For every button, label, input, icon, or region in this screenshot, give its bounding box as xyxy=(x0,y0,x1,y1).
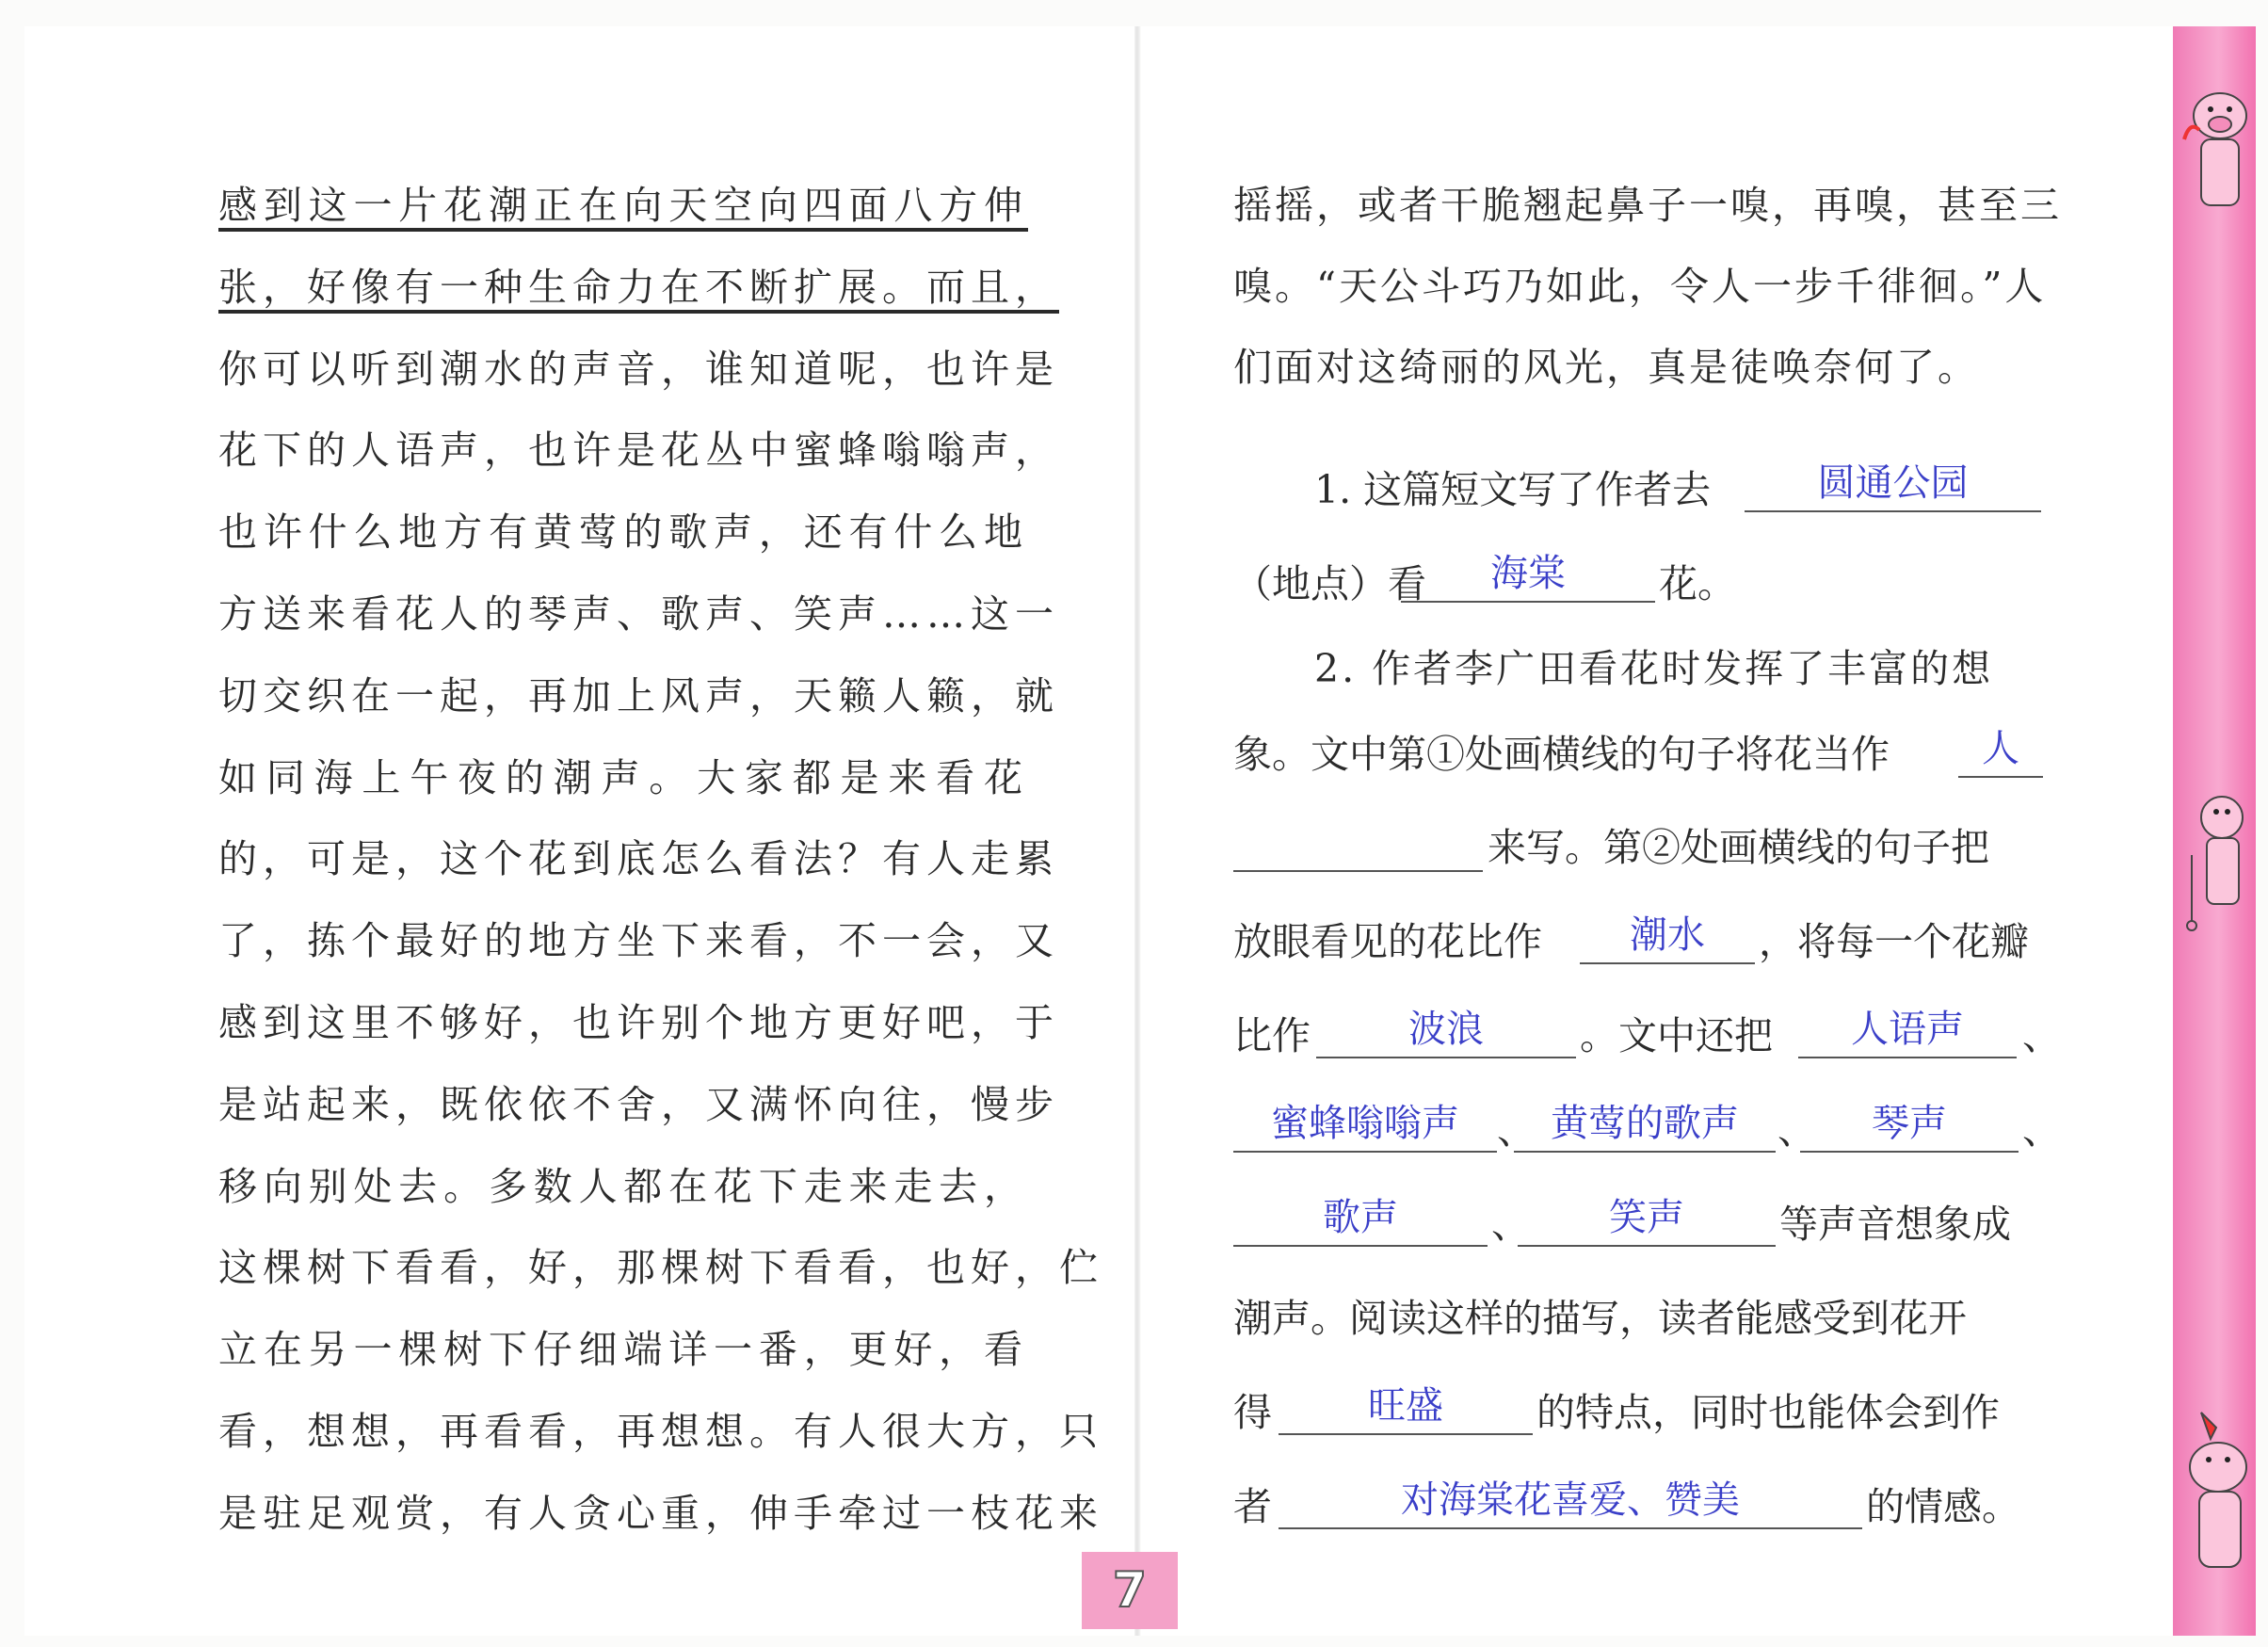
separator: 、 xyxy=(2022,1107,2061,1153)
passage-line: 移向别处去。多数人都在花下走来走去， xyxy=(218,1163,1028,1209)
answer-blank-renyu[interactable]: 人语声 xyxy=(1798,1008,2017,1058)
q2-line3-suffix: 来写。第②处画横线的句子把 xyxy=(1488,825,1989,870)
passage-line: 感到这一片花潮正在向天空向四面八方伸 xyxy=(218,183,1028,228)
separator: 、 xyxy=(2022,1013,2061,1058)
passage-line: 是站起来，既依依不舍，又满怀向往，慢步 xyxy=(218,1081,1059,1127)
passage-line: 看，想想，再看看，再想想。有人很大方，只 xyxy=(218,1409,1103,1454)
answer-blank-huangying[interactable]: 黄莺的歌声 xyxy=(1514,1102,1776,1153)
q2-line5-mid: 。文中还把 xyxy=(1580,1013,1773,1058)
q1-prefix: 1. 这篇短文写了作者去 xyxy=(1314,467,1712,512)
answer-blank-ren-cont[interactable] xyxy=(1233,821,1483,872)
answer-blank-flower[interactable]: 海棠 xyxy=(1401,552,1655,603)
right-text-line: 嗅。“天公斗巧乃如此，令人一步千徘徊。”人 xyxy=(1233,264,2047,309)
q2-line10-suffix: 的情感。 xyxy=(1866,1484,2020,1529)
q2-line2-prefix: 象。文中第①处画横线的句子将花当作 xyxy=(1233,732,1890,777)
right-text-line: 们面对这绮丽的风光，真是徒唤奈何了。 xyxy=(1233,345,1979,390)
separator: 、 xyxy=(1491,1202,1530,1247)
answer-blank-feeling[interactable]: 对海棠花喜爱、赞美 xyxy=(1279,1478,1862,1529)
passage-line: 如同海上午夜的潮声。大家都是来看花 xyxy=(218,754,1028,800)
passage-line: 你可以听到潮水的声音，谁知道呢，也许是 xyxy=(218,346,1059,392)
passage-line: 也许什么地方有黄莺的歌声，还有什么地 xyxy=(218,509,1028,556)
q2-line10-prefix: 者 xyxy=(1233,1484,1272,1529)
passage-line: 了，拣个最好的地方坐下来看，不一会，又 xyxy=(218,918,1059,964)
passage-line: 的，可是，这个花到底怎么看法？有人走累 xyxy=(218,836,1059,882)
passage-line: 方送来看花人的琴声、歌声、笑声……这一 xyxy=(218,591,1059,637)
answer-blank-wangsheng[interactable]: 旺盛 xyxy=(1279,1384,1533,1435)
q2-line5-prefix: 比作 xyxy=(1233,1013,1311,1058)
answer-blank-place[interactable]: 圆通公园 xyxy=(1745,461,2041,512)
answer-blank-mifeng[interactable]: 蜜蜂嗡嗡声 xyxy=(1233,1102,1497,1153)
cartoon-pig-icon xyxy=(2173,26,2256,1636)
answer-blank-chaoshui[interactable]: 潮水 xyxy=(1580,913,1755,964)
q1-line2-prefix: （地点）看 xyxy=(1233,561,1426,606)
q2-line1: 2. 作者李广田看花时发挥了丰富的想 xyxy=(1314,646,1994,691)
separator: 、 xyxy=(1497,1107,1536,1153)
page-number-badge xyxy=(1082,1552,1178,1629)
pink-sidebar xyxy=(2173,26,2256,1636)
passage-line: 这棵树下看看，好，那棵树下看看，也好，伫 xyxy=(218,1245,1103,1291)
passage-line: 感到这里不够好，也许别个地方更好吧，于 xyxy=(218,1000,1059,1045)
passage-line: 花下的人语声，也许是花丛中蜜蜂嗡嗡声， xyxy=(218,428,1059,474)
answer-blank-ren[interactable]: 人 xyxy=(1958,727,2043,778)
passage-line: 是驻足观赏，有人贪心重，伸手牵过一枝花来 xyxy=(218,1490,1103,1536)
page-number: 7 xyxy=(1112,1562,1148,1619)
passage-line: 切交织在一起，再加上风声，天籁人籁，就 xyxy=(218,672,1059,719)
passage-line: 立在另一棵树下仔细端详一番，更好，看 xyxy=(218,1327,1028,1373)
answer-blank-ge[interactable]: 歌声 xyxy=(1233,1196,1488,1247)
q2-line9-suffix: 的特点，同时也能体会到作 xyxy=(1536,1390,2000,1435)
q2-line4-suffix: ，将每一个花瓣 xyxy=(1759,919,2029,964)
answer-blank-xiao[interactable]: 笑声 xyxy=(1518,1196,1776,1247)
page-fold xyxy=(1134,26,1140,1636)
q2-line8: 潮声。阅读这样的描写，读者能感受到花开 xyxy=(1233,1296,1967,1341)
answer-blank-qin[interactable]: 琴声 xyxy=(1800,1102,2019,1153)
q2-line7-suffix: 等声音想象成 xyxy=(1779,1202,2011,1247)
separator: 、 xyxy=(1777,1107,1816,1153)
q1-line2-suffix: 花。 xyxy=(1659,561,1736,606)
q2-line9-prefix: 得 xyxy=(1233,1390,1272,1435)
passage-line: 张，好像有一种生命力在不断扩展。而且， xyxy=(218,264,1059,310)
q2-line4-prefix: 放眼看见的花比作 xyxy=(1233,919,1542,964)
right-text-line: 摇摇，或者干脆翘起鼻子一嗅，再嗅，甚至三 xyxy=(1233,183,2062,228)
answer-blank-bolang[interactable]: 波浪 xyxy=(1316,1008,1576,1058)
